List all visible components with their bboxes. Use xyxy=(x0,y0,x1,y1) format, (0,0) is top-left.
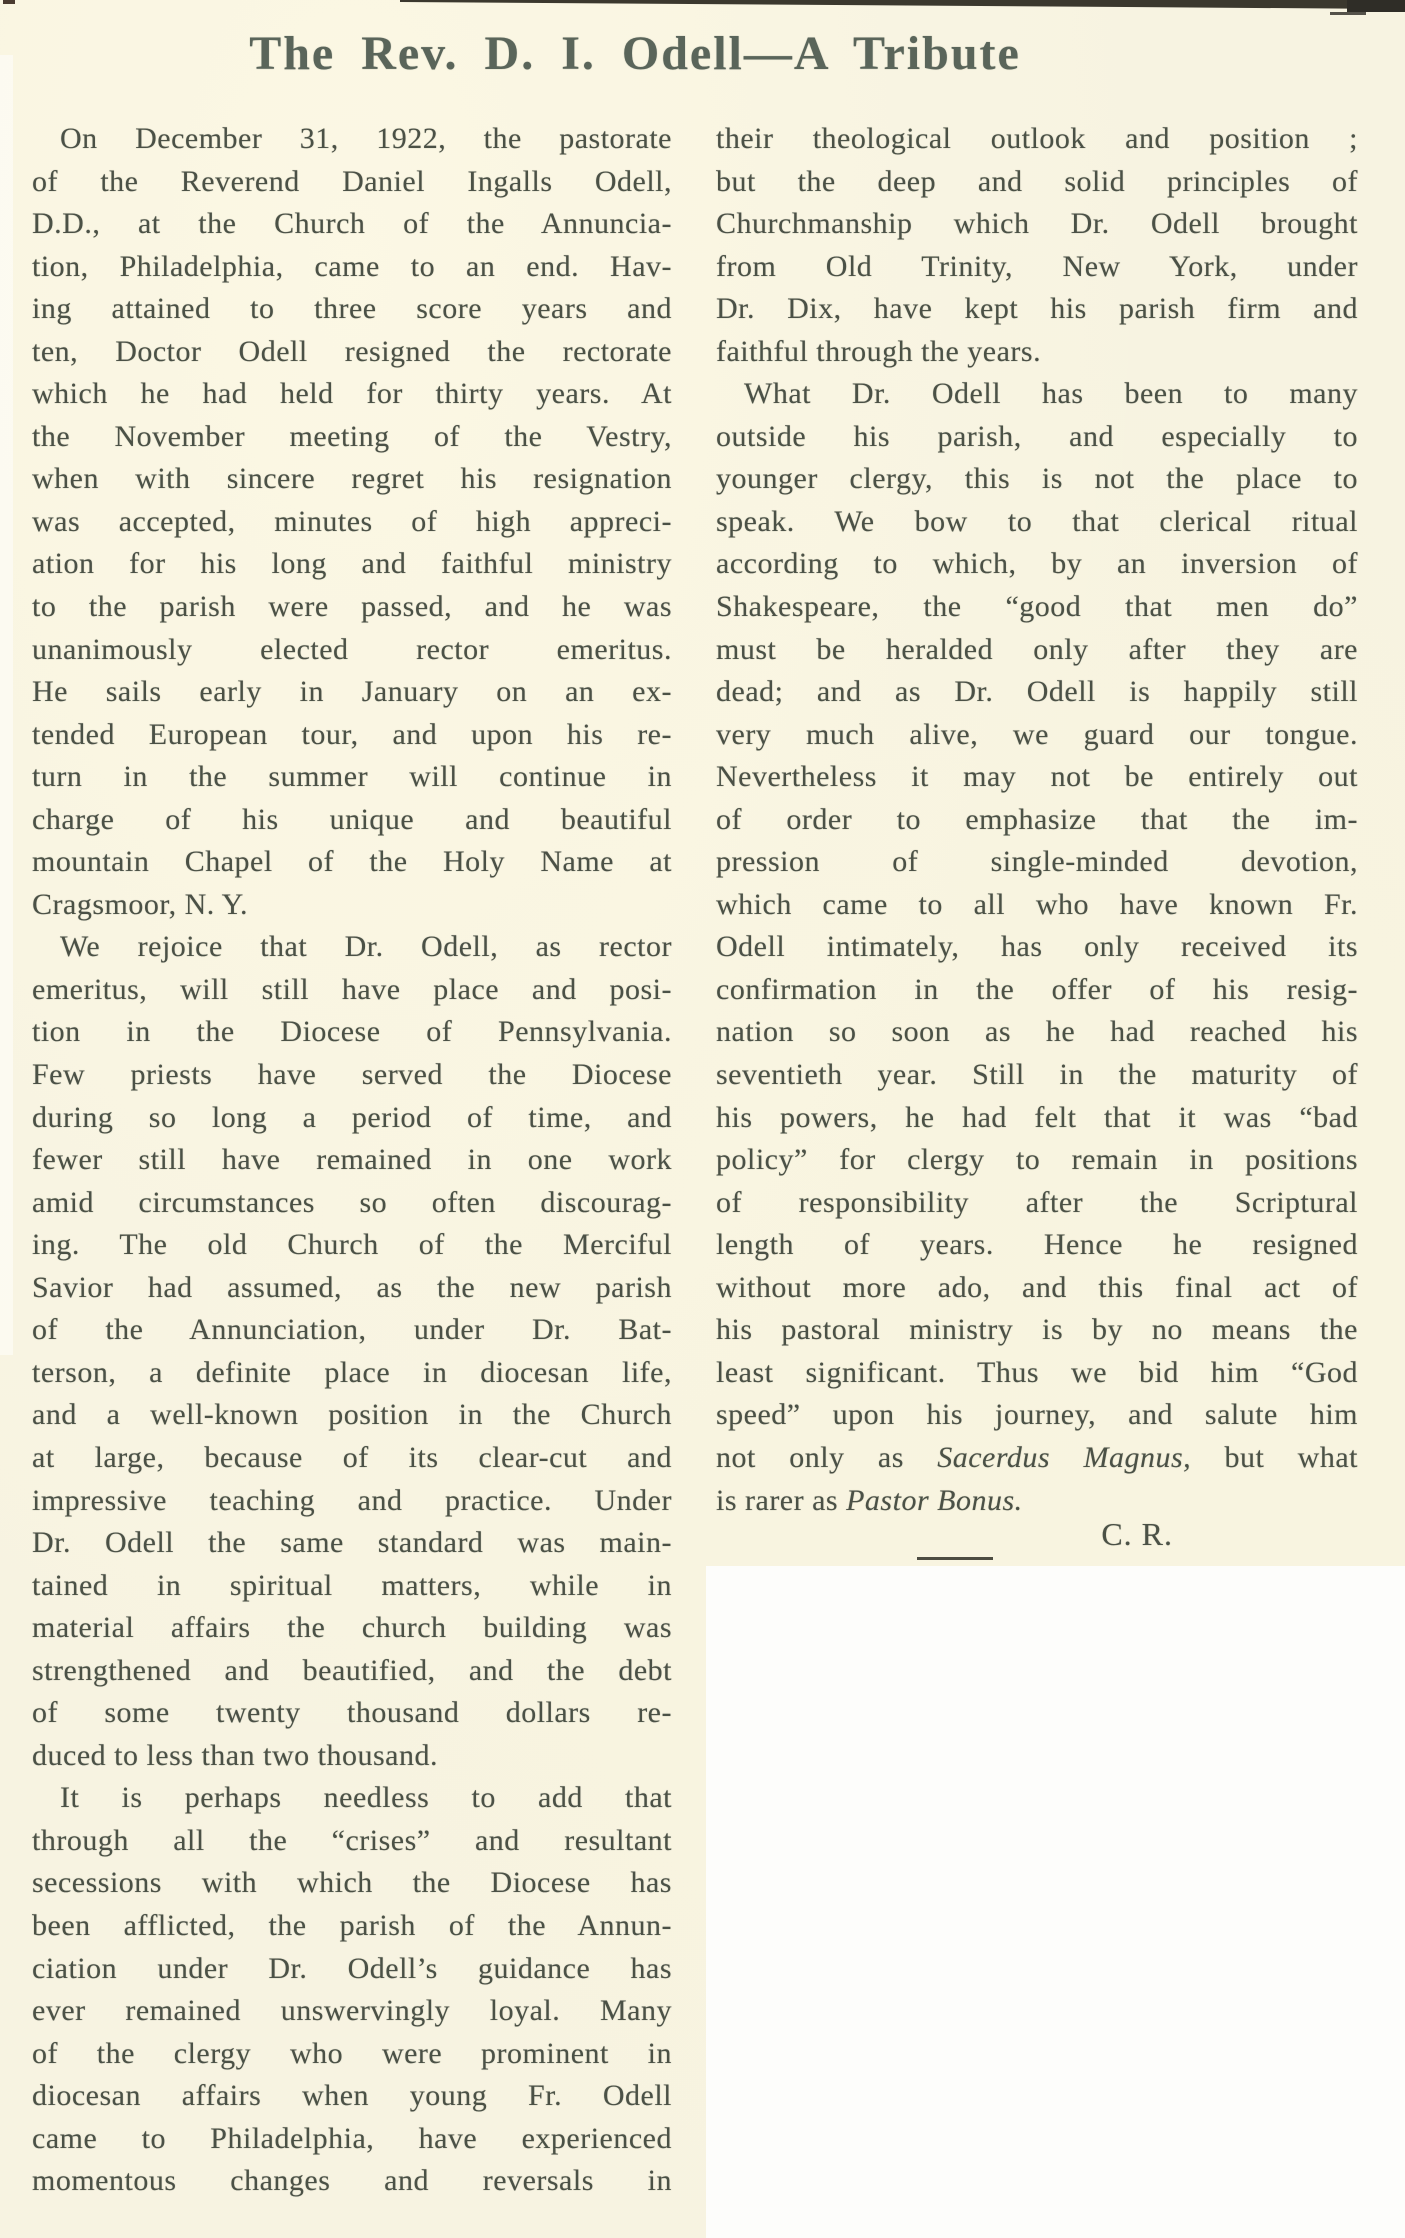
text-line: not only as Sacerdus Magnus, but what xyxy=(716,1440,1358,1474)
text-line: nation so soon as he had reached his xyxy=(716,1015,1358,1049)
text-line: his powers, he had felt that it was “bad xyxy=(716,1100,1358,1134)
text-line: and a well-known position in the Church xyxy=(32,1398,672,1432)
text-line: which came to all who have known Fr. xyxy=(716,887,1358,921)
text-line: ing attained to three score years and xyxy=(32,292,672,326)
text-line: to the parish were passed, and he was xyxy=(32,590,672,624)
text-line: which he had held for thirty years. At xyxy=(32,377,672,411)
text-line: during so long a period of time, and xyxy=(32,1100,672,1134)
text-line: duced to less than two thousand. xyxy=(32,1738,438,1772)
column-left xyxy=(32,118,672,2203)
text-line: charge of his unique and beautiful xyxy=(32,802,672,836)
text-line: tion in the Diocese of Pennsylvania. xyxy=(32,1015,672,1049)
article-title: The Rev. D. I. Odell—A Tribute xyxy=(249,27,1021,80)
scan-white-background xyxy=(706,1566,1405,2238)
paragraph xyxy=(32,926,672,1777)
text-line: Churchmanship which Dr. Odell brought xyxy=(716,207,1358,241)
scan-artifact-top-right xyxy=(1347,0,1405,12)
text-line: amid circumstances so often discourag- xyxy=(32,1185,672,1219)
paragraph xyxy=(32,118,672,926)
text-line: Few priests have served the Diocese xyxy=(32,1058,672,1092)
text-line: of order to emphasize that the im- xyxy=(716,802,1358,836)
text-line: unanimously elected rector emeritus. xyxy=(32,632,672,666)
text-line: emeritus, will still have place and posi- xyxy=(32,972,672,1006)
text-line: without more ado, and this final act of xyxy=(716,1270,1358,1304)
text-line: momentous changes and reversals in xyxy=(32,2164,672,2198)
text-line: but the deep and solid principles of xyxy=(716,164,1358,198)
text-line: He sails early in January on an ex- xyxy=(32,675,672,709)
text-line: We rejoice that Dr. Odell, as rector xyxy=(60,930,672,964)
text-line: secessions with which the Diocese has xyxy=(32,1866,672,1900)
text-line: must be heralded only after they are xyxy=(716,632,1358,666)
scan-artifact-top-left xyxy=(3,0,15,4)
text-line: mountain Chapel of the Holy Name at xyxy=(32,845,672,879)
text-line: material affairs the church building was xyxy=(32,1611,672,1645)
text-line: seventieth year. Still in the maturity of xyxy=(716,1058,1358,1092)
text-line: his pastoral ministry is by no means the xyxy=(716,1313,1358,1347)
text-line: impressive teaching and practice. Under xyxy=(32,1483,672,1517)
text-line: faithful through the years. xyxy=(716,334,1042,368)
text-line: of the Annunciation, under Dr. Bat- xyxy=(32,1313,672,1347)
text-line: of the clergy who were prominent in xyxy=(32,2036,672,2070)
text-line: speak. We bow to that clerical ritual xyxy=(716,504,1358,538)
text-line: is rarer as Pastor Bonus. xyxy=(716,1483,1023,1517)
text-line: of the Reverend Daniel Ingalls Odell, xyxy=(32,164,672,198)
text-line: came to Philadelphia, have experienced xyxy=(32,2121,672,2155)
text-line: ciation under Dr. Odell’s guidance has xyxy=(32,1951,672,1985)
text-line: was accepted, minutes of high appreci- xyxy=(32,504,672,538)
text-line: Nevertheless it may not be entirely out xyxy=(716,760,1358,794)
text-line: of responsibility after the Scriptural xyxy=(716,1185,1358,1219)
text-line: their theological outlook and position ; xyxy=(716,122,1358,155)
text-line: when with sincere regret his resignation xyxy=(32,462,672,496)
text-line: Odell intimately, has only received its xyxy=(716,930,1358,964)
text-line: It is perhaps needless to add that xyxy=(60,1781,672,1815)
text-line: Cragsmoor, N. Y. xyxy=(32,887,248,921)
text-line: dead; and as Dr. Odell is happily still xyxy=(716,675,1358,709)
text-line: ation for his long and faithful ministry xyxy=(32,547,672,581)
text-line: tained in spiritual matters, while in xyxy=(32,1568,672,1602)
text-line: outside his parish, and especially to xyxy=(716,419,1358,453)
text-line: least significant. Thus we bid him “God xyxy=(716,1355,1358,1389)
text-line: ten, Doctor Odell resigned the rectorate xyxy=(32,334,672,368)
text-line: confirmation in the offer of his resig- xyxy=(716,972,1358,1006)
paragraph xyxy=(716,373,1358,1522)
text-line: according to which, by an inversion of xyxy=(716,547,1358,581)
text-line: very much alive, we guard our tongue. xyxy=(716,717,1358,751)
text-line: ever remained unswervingly loyal. Many xyxy=(32,1994,672,2028)
text-line: terson, a definite place in diocesan life, xyxy=(32,1355,672,1389)
text-line: diocesan affairs when young Fr. Odell xyxy=(32,2079,672,2113)
text-line: length of years. Hence he resigned xyxy=(716,1228,1358,1262)
text-line: Dr. Odell the same standard was main- xyxy=(32,1526,672,1560)
text-line: strengthened and beautified, and the debt xyxy=(32,1653,672,1687)
text-line: Dr. Dix, have kept his parish firm and xyxy=(716,292,1358,326)
text-line: fewer still have remained in one work xyxy=(32,1143,672,1177)
text-line: younger clergy, this is not the place to xyxy=(716,462,1358,496)
text-line: of some twenty thousand dollars re- xyxy=(32,1696,672,1730)
scan-artifact-top-band xyxy=(400,0,1405,9)
scan-artifact-top-right-line xyxy=(1330,12,1366,15)
text-line: speed” upon his journey, and salute him xyxy=(716,1398,1358,1432)
text-line: the November meeting of the Vestry, xyxy=(32,419,672,453)
text-line: Savior had assumed, as the new parish xyxy=(32,1270,672,1304)
text-line: tion, Philadelphia, came to an end. Hav- xyxy=(32,249,672,283)
text-line: at large, because of its clear-cut and xyxy=(32,1440,672,1474)
text-line: pression of single-minded devotion, xyxy=(716,845,1358,879)
text-line: from Old Trinity, New York, under xyxy=(716,249,1358,283)
text-line: Shakespeare, the “good that men do” xyxy=(716,590,1358,624)
column-right xyxy=(716,118,1358,1522)
text-line: been afflicted, the parish of the Annun- xyxy=(32,1908,672,1942)
text-line: through all the “crises” and resultant xyxy=(32,1823,672,1857)
text-line: ing. The old Church of the Merciful xyxy=(32,1228,672,1262)
text-line: policy” for clergy to remain in positions xyxy=(716,1143,1358,1177)
paper-left-edge xyxy=(0,55,13,1355)
text-line: On December 31, 1922, the pastorate xyxy=(60,122,672,155)
text-line: D.D., at the Church of the Annuncia- xyxy=(32,207,672,241)
text-line: What Dr. Odell has been to many xyxy=(744,377,1358,411)
end-rule xyxy=(917,1557,993,1560)
text-line: turn in the summer will continue in xyxy=(32,760,672,794)
paragraph xyxy=(32,1777,672,2202)
author-initials: C. R. xyxy=(1101,1516,1173,1552)
text-line: tended European tour, and upon his re- xyxy=(32,717,672,751)
paragraph xyxy=(716,118,1358,373)
